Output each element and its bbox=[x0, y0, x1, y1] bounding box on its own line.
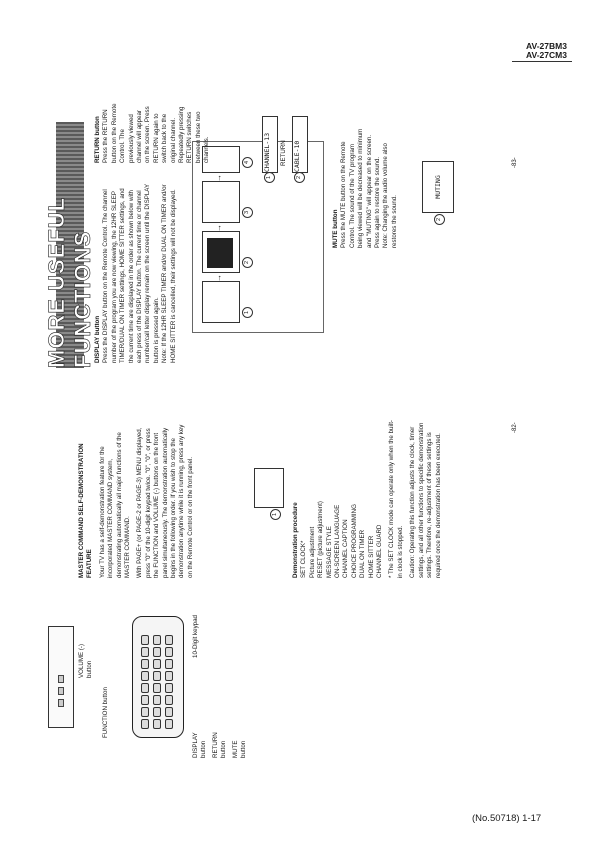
demo-caution: Caution: Operating this function adjusts the clock, timer settings, and all other functions to specific demonstration settings. Therefore, re-adjustment of these settings is required once the demonstration has been executed. bbox=[409, 422, 442, 578]
demo-step: MESSAGE STYLE bbox=[325, 526, 333, 578]
display-section bbox=[94, 183, 178, 363]
display-heading: DISPLAY button bbox=[94, 315, 101, 363]
remote-button bbox=[165, 659, 173, 669]
return-button-label: RETURN button bbox=[212, 732, 228, 758]
section-title: MORE USEFUL FUNCTIONS bbox=[56, 122, 84, 368]
circled-number: 2 bbox=[434, 214, 445, 225]
return-section bbox=[94, 103, 212, 163]
mute-body: Press the MUTE button on the Remote Control. The sound of the TV program being viewed will be decreased to minimum and "MUTING" will appear on the screen. Press again to restore the sound. bbox=[340, 128, 382, 248]
rotated-manual-spread bbox=[42, 98, 530, 758]
demo-step: HOME SITTER bbox=[367, 535, 375, 578]
demo-step: ON-SCREEN LANGUAGE bbox=[334, 504, 342, 578]
remote-button bbox=[141, 683, 149, 693]
remote-control-drawing bbox=[132, 616, 184, 738]
display-screen-3 bbox=[202, 181, 240, 223]
demo-screen-box bbox=[254, 468, 284, 508]
footer-page-ref: (No.50718) 1-17 bbox=[472, 813, 542, 824]
remote-button bbox=[153, 683, 161, 693]
arrow-right-icon: → bbox=[214, 274, 223, 282]
demo-step: CHOICE PROGRAMMING bbox=[350, 504, 358, 578]
tv-front-panel-drawing bbox=[48, 626, 74, 728]
return-body: Press the RETURN button on the Remote Control. The previously viewed channel will appear on the screen. Press RETURN again to switch back to the original channel. Repeatedly pressing RETURN switches between these two channels. bbox=[102, 103, 211, 163]
page-number-right: -83- bbox=[512, 157, 518, 168]
volume-button-label: VOLUME (-) button bbox=[78, 643, 94, 678]
demo-step: CHANNEL CAPTION bbox=[342, 519, 350, 578]
remote-button bbox=[141, 647, 149, 657]
remote-button bbox=[165, 695, 173, 705]
demonstration-section bbox=[292, 418, 443, 578]
circled-number: 3 bbox=[242, 207, 253, 218]
keypad-label: 10-Digit keypad bbox=[192, 615, 199, 658]
demo-step: Picture adjustment bbox=[308, 526, 316, 578]
remote-button bbox=[165, 707, 173, 717]
remote-button bbox=[141, 695, 149, 705]
return-screen-cable: CABLE-10 bbox=[292, 116, 308, 173]
mute-heading: MUTE button bbox=[332, 209, 339, 248]
circled-number: 1 bbox=[242, 307, 253, 318]
display-screen-2 bbox=[202, 231, 240, 273]
remote-button bbox=[153, 659, 161, 669]
remote-button bbox=[153, 647, 161, 657]
return-swap-label: RETURN bbox=[280, 140, 287, 166]
remote-button bbox=[165, 683, 173, 693]
master-command-heading: MASTER COMMAND SELF-DEMONSTRATION FEATURE bbox=[78, 443, 94, 578]
remote-button bbox=[141, 707, 149, 717]
remote-button bbox=[165, 647, 173, 657]
channel-knob bbox=[58, 675, 64, 683]
remote-button bbox=[153, 719, 161, 729]
remote-button bbox=[141, 719, 149, 729]
remote-button bbox=[153, 671, 161, 681]
model-number-1: AV-27BM3 bbox=[526, 41, 567, 51]
circled-number: 1 bbox=[264, 172, 275, 183]
master-command-section bbox=[78, 423, 195, 578]
master-command-body-1: Your TV has a self-demonstration feature for the incorporated MASTER COMMAND system, demonstrating automatically all major functions of the MASTER COMMAND. bbox=[98, 432, 132, 578]
return-heading: RETURN button bbox=[94, 116, 101, 163]
display-body: Press the DISPLAY button on the Remote Control. The channel number of the program you are now viewing, the 12HR SLEEP TIMER/DUAL ON TIMER settings, HOME SITTER settings, and the current time are displayed in the order as shown below with each press of the DISPLAY button. The current time or channel number/call letter display remain on the screen until the DISPLAY button is pressed again. bbox=[102, 184, 160, 363]
demo-heading: Demonstration procedure bbox=[292, 502, 299, 578]
model-number-2: AV-27CM3 bbox=[526, 50, 567, 60]
demo-step: RESET (picture adjustment) bbox=[317, 501, 325, 578]
circled-number: 1 bbox=[270, 509, 281, 520]
return-screen-channel: CHANNEL-13 bbox=[262, 116, 278, 173]
demo-step: SET CLOCK* bbox=[300, 540, 308, 578]
display-screen-1 bbox=[202, 281, 240, 323]
mute-button-label: MUTE button bbox=[232, 740, 248, 758]
mute-screen: MUTING bbox=[422, 161, 454, 213]
header-rule bbox=[512, 61, 572, 62]
master-command-body-2: With PAGE+ (or PAGE-2 or PAGE-3) MENU displayed, press "0" of the 10-digit keypad twice. "0", "0", or press the FUNCTION and VOLUME (-) buttons on the front panel simultaneously. The demonstration automatically begins in the following order. If you wish to stop the demonstration anytime while it is running, press any key on the Remote Control or on the front panel. bbox=[136, 424, 194, 578]
volume-knob bbox=[58, 687, 64, 695]
page-number-left: -82- bbox=[512, 422, 518, 433]
arrow-right-icon: → bbox=[214, 174, 223, 182]
timer-readout bbox=[207, 238, 233, 268]
demo-footnote: * The SET CLOCK mode can operate only when the built-in clock is stopped. bbox=[388, 420, 404, 578]
function-knob bbox=[58, 699, 64, 707]
remote-button bbox=[165, 635, 173, 645]
circled-number: 4 bbox=[242, 157, 253, 168]
demo-step: CHANNEL GUARD bbox=[376, 524, 384, 578]
remote-button bbox=[141, 635, 149, 645]
circled-number: 2 bbox=[294, 172, 305, 183]
demo-step: DUAL ON TIMER bbox=[359, 529, 367, 578]
display-button-label: DISPLAY button bbox=[192, 732, 208, 758]
circled-number: 2 bbox=[242, 257, 253, 268]
remote-button bbox=[141, 671, 149, 681]
remote-button bbox=[165, 719, 173, 729]
remote-button bbox=[153, 635, 161, 645]
mute-section bbox=[332, 128, 399, 248]
remote-button bbox=[153, 695, 161, 705]
display-note: Note: If the 12HR SLEEP TIMER and/or DUAL ON TIMER and/or HOME SITTER is cancelled, their settings will not be displayed. bbox=[161, 184, 177, 363]
mute-note: Note: Changing the audio volume also restores the sound. bbox=[382, 143, 398, 248]
remote-button bbox=[165, 671, 173, 681]
function-button-label: FUNCTION button bbox=[102, 687, 109, 738]
remote-button bbox=[141, 659, 149, 669]
arrow-right-icon: → bbox=[214, 224, 223, 232]
remote-button bbox=[153, 707, 161, 717]
